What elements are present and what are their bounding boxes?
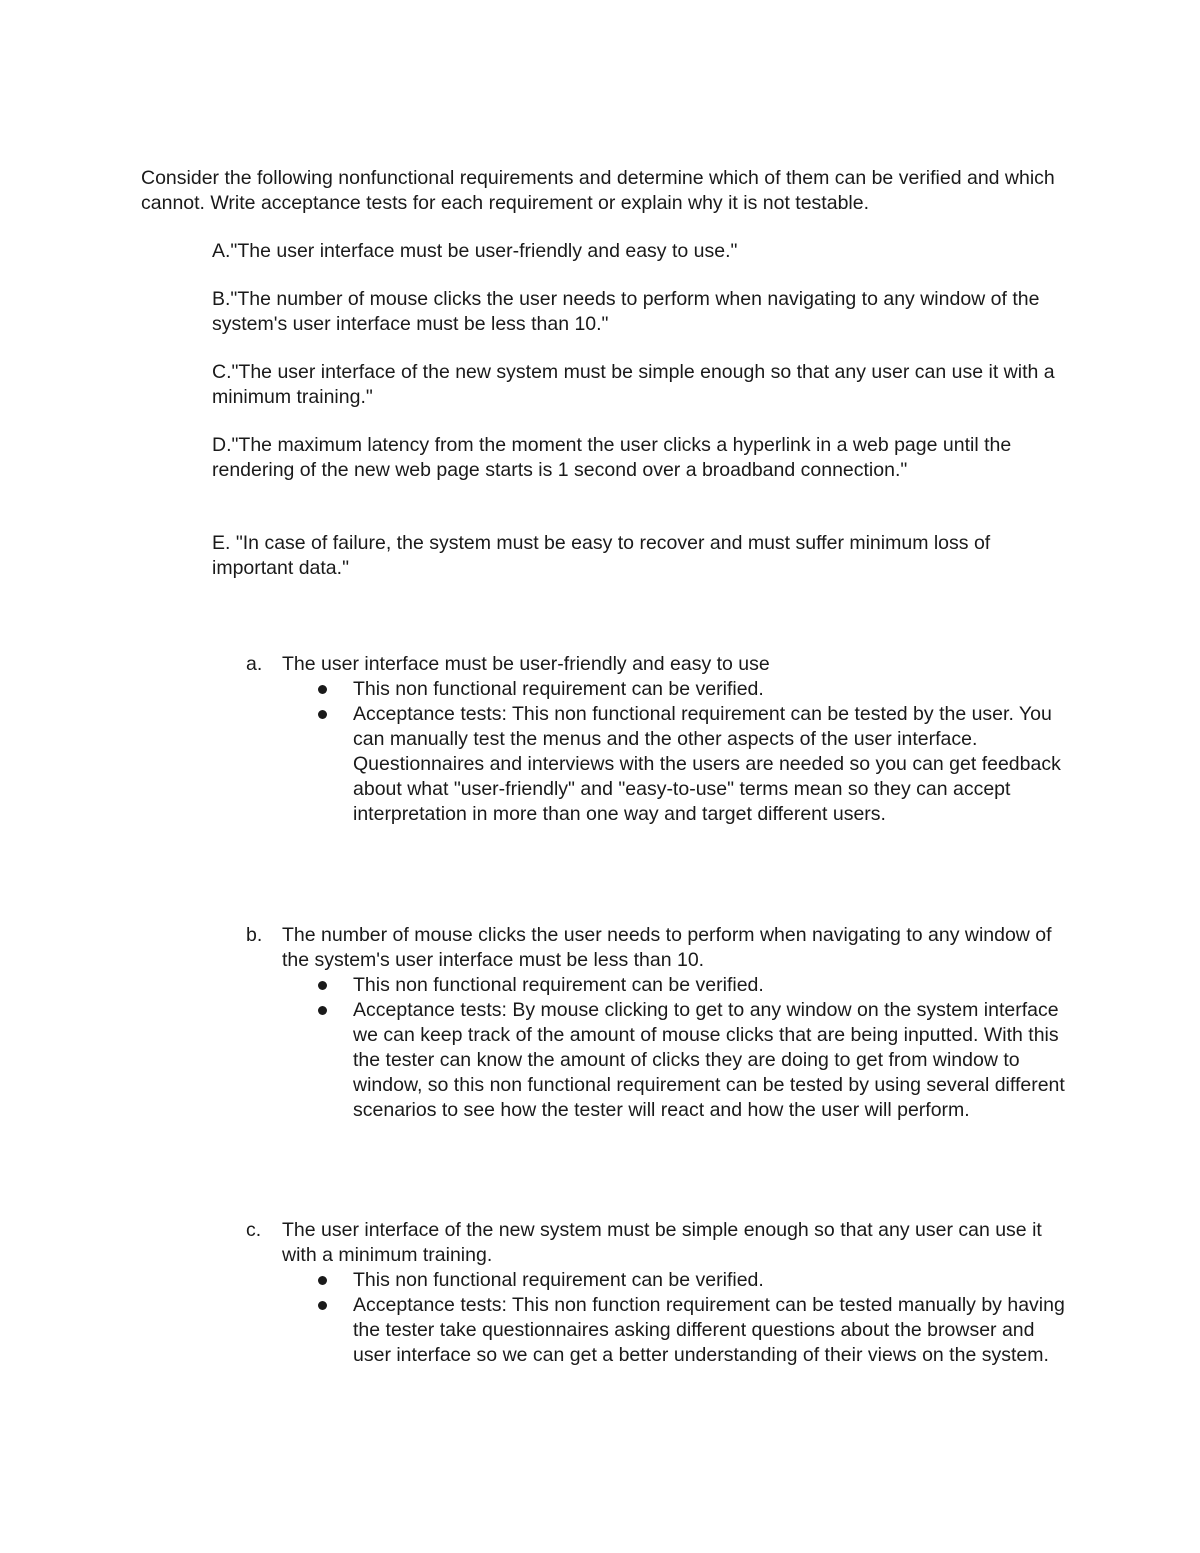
bullet-icon	[318, 710, 327, 719]
list-item	[246, 1268, 1066, 1293]
answer-a	[246, 652, 1066, 827]
list-item	[246, 998, 1066, 1123]
list-item	[246, 677, 1066, 702]
answer-heading-text: The number of mouse clicks the user needs to perform when navigating to any window of the system's user interface must be less than 10.	[282, 924, 1052, 971]
list-item-text: Acceptance tests: By mouse clicking to get to any window on the system interface we can keep track of the amount of mouse clicks that are being inputted. With this the tester can know the amount of clicks they are doing to get from window to window, so this non functional requirement can be tested by using several different scenarios to see how the tester will react and how the user will perform.	[353, 999, 1065, 1121]
list-item-text: Acceptance tests: This non functional requirement can be tested by the user. You can manually test the menus and the other aspects of the user interface. Questionnaires and interviews with the users are needed so you can get feedback about what "user-friendly" and "easy-to-use" terms mean so they can accept interpretation in more than one way and target different users.	[353, 703, 1061, 825]
list-letter: b.	[246, 924, 263, 946]
bullet-list	[246, 677, 1066, 827]
list-item-text: Acceptance tests: This non function requirement can be tested manually by having the tester take questionnaires asking different questions about the browser and user interface so we can get a better understanding of their views on the system.	[353, 1294, 1065, 1366]
list-item-text: This non functional requirement can be verified.	[353, 974, 764, 996]
bullet-icon	[318, 685, 327, 694]
requirement-d: D."The maximum latency from the moment the user clicks a hyperlink in a web page until the rendering of the new web page starts is 1 second over a broadband connection."	[212, 434, 1012, 481]
list-item-text: This non functional requirement can be verified.	[353, 1269, 764, 1291]
list-item-text: This non functional requirement can be verified.	[353, 678, 764, 700]
list-item	[246, 973, 1066, 998]
requirement-e: E. "In case of failure, the system must be easy to recover and must suffer minimum loss of important data."	[212, 532, 991, 579]
requirement-b: B."The number of mouse clicks the user needs to perform when navigating to any window of the system's user interface must be less than 10."	[212, 288, 1040, 335]
answer-c	[246, 1218, 1066, 1368]
list-item	[246, 1293, 1066, 1368]
answer-heading-text: The user interface of the new system must be simple enough so that any user can use it with a minimum training.	[282, 1219, 1042, 1266]
bullet-icon	[318, 1006, 327, 1015]
bullet-list	[246, 1268, 1066, 1368]
list-letter: c.	[246, 1219, 262, 1241]
answer-heading-text: The user interface must be user-friendly and easy to use	[282, 653, 770, 675]
bullet-list	[246, 973, 1066, 1123]
bullet-icon	[318, 1301, 327, 1310]
answer-b	[246, 923, 1066, 1123]
requirement-a: A."The user interface must be user-friendly and easy to use."	[212, 240, 738, 262]
answer-heading	[246, 1218, 1066, 1268]
answer-heading	[246, 923, 1066, 973]
list-item	[246, 702, 1066, 827]
bullet-icon	[318, 1276, 327, 1285]
list-letter: a.	[246, 653, 263, 675]
requirement-c: C."The user interface of the new system must be simple enough so that any user can use it with a minimum training."	[212, 361, 1055, 408]
bullet-icon	[318, 981, 327, 990]
answer-heading	[246, 652, 1066, 677]
intro-paragraph: Consider the following nonfunctional requirements and determine which of them can be verified and which cannot. Write acceptance tests for each requirement or explain why it is not testable.	[141, 167, 1055, 214]
